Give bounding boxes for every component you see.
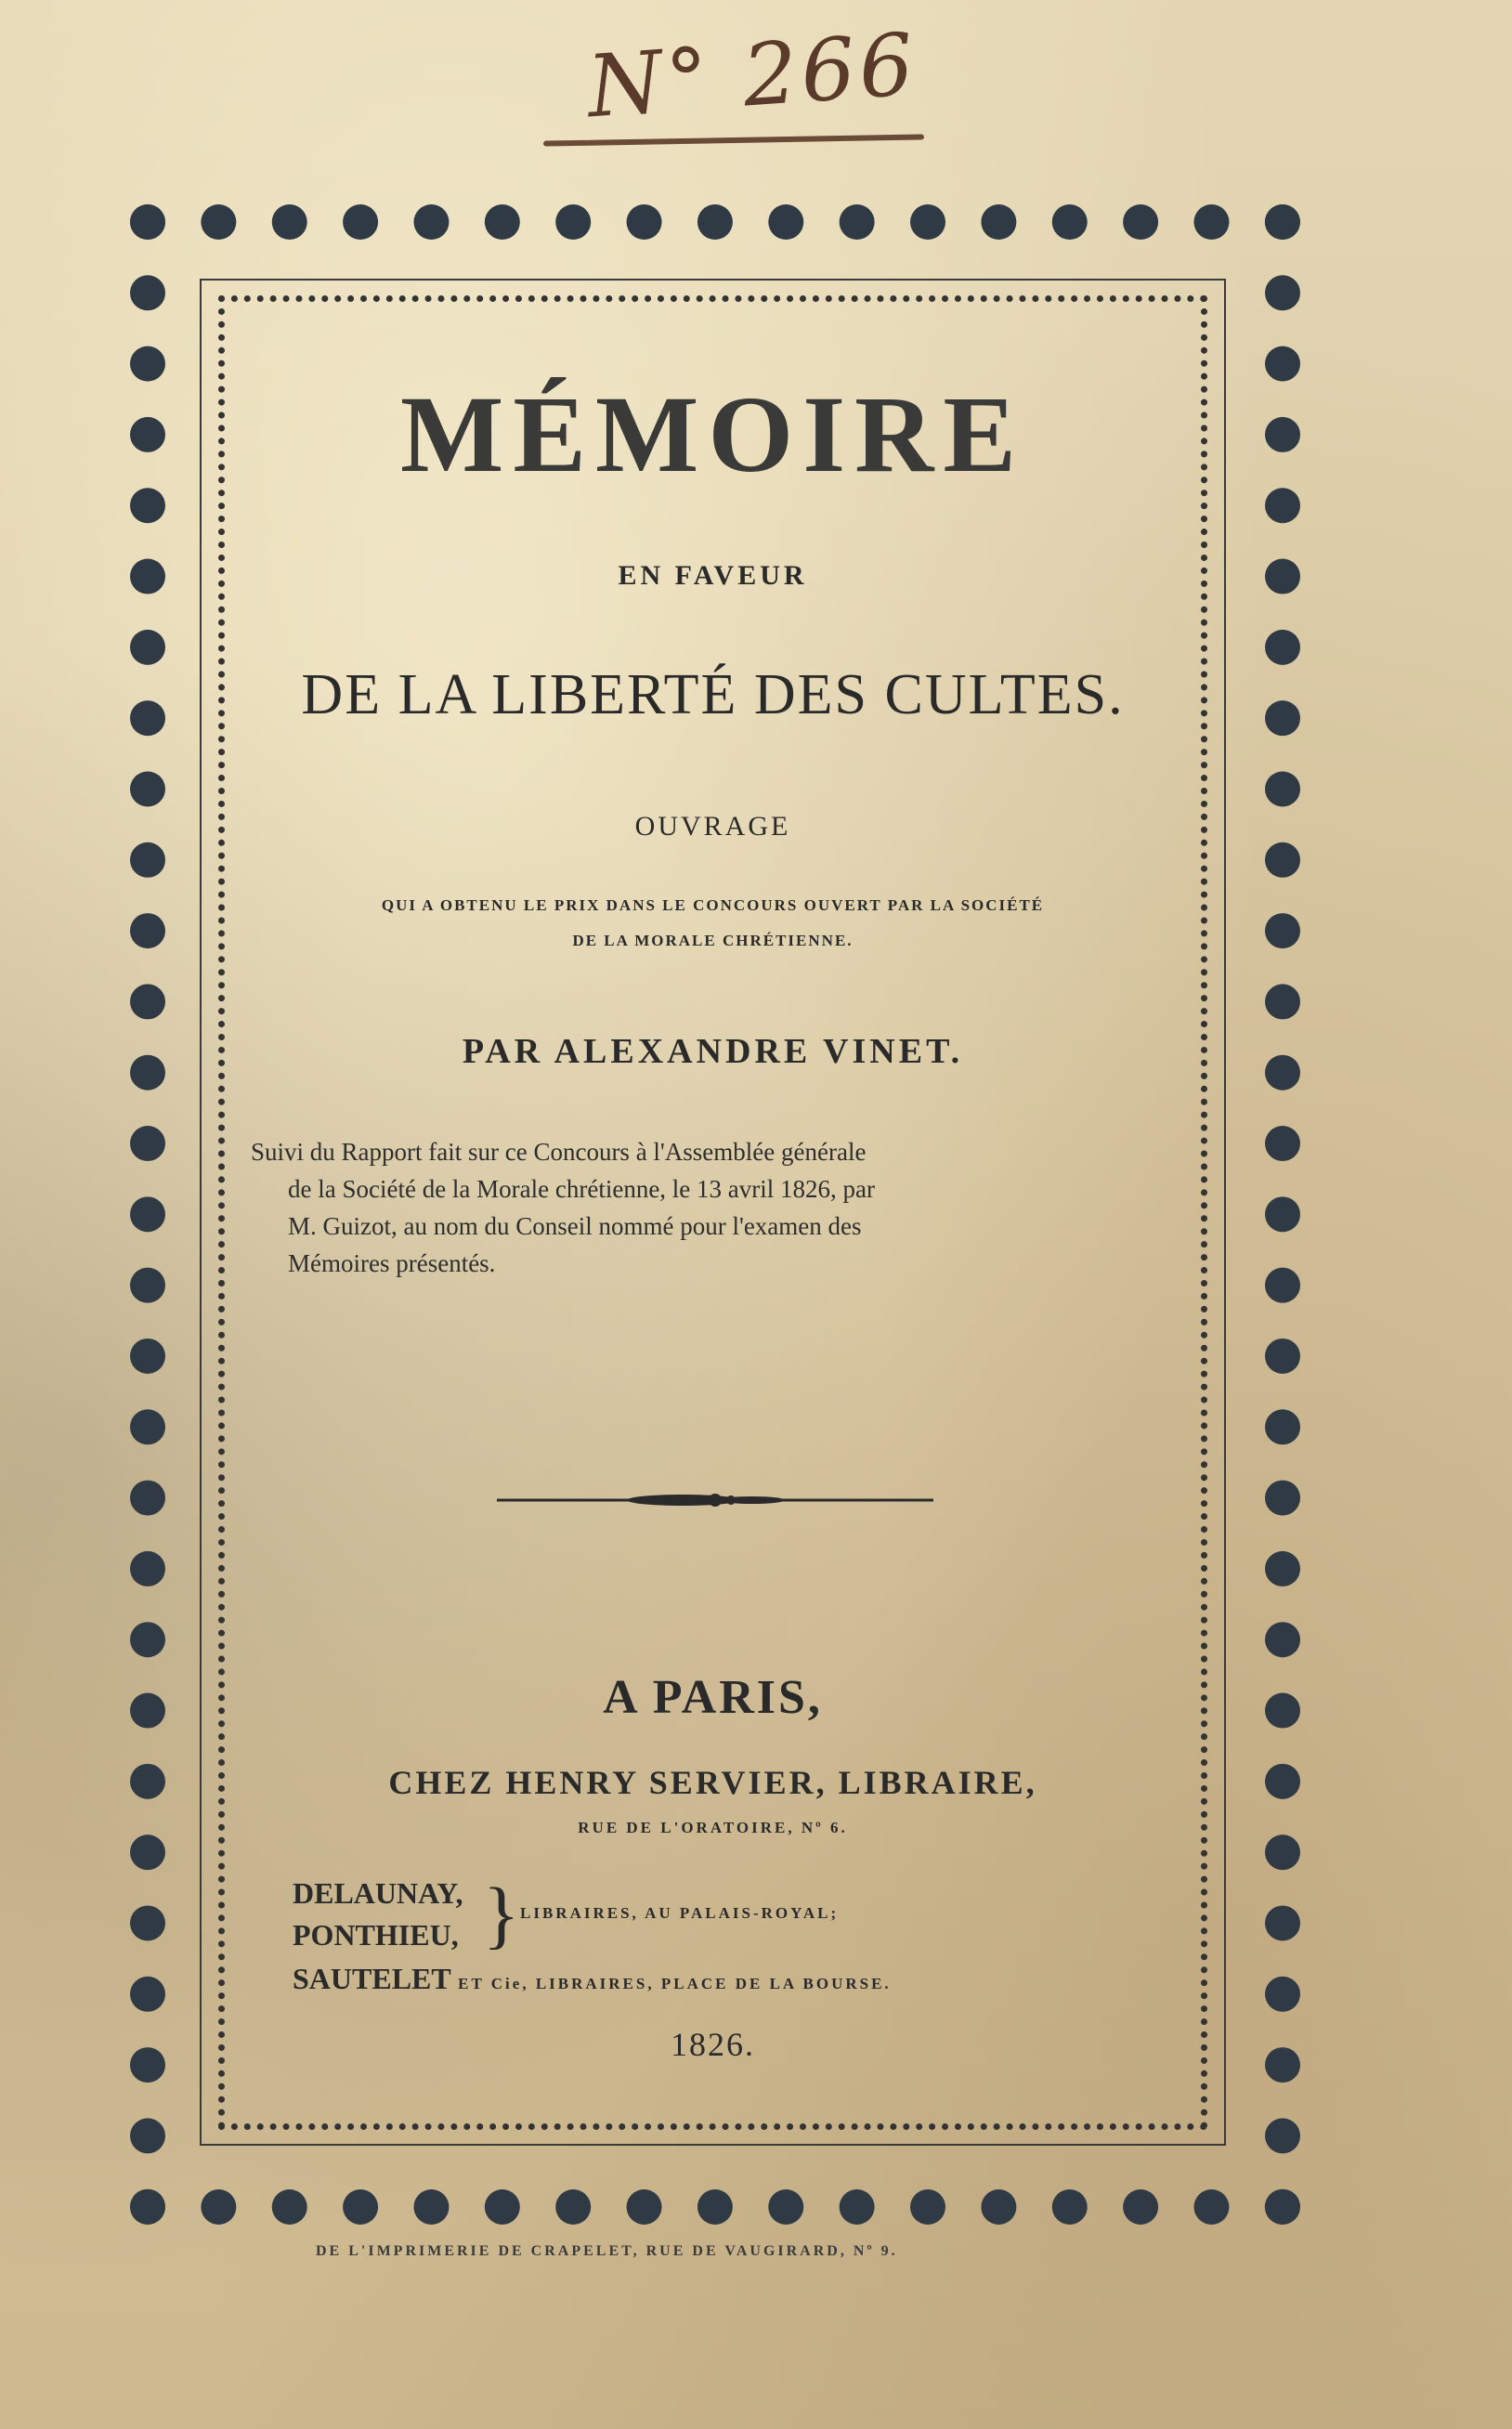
report-line: Mémoires présentés. xyxy=(288,1249,496,1277)
subtitle: EN FAVEUR xyxy=(618,560,808,591)
author-line: PAR ALEXANDRE VINET. xyxy=(462,1032,964,1071)
brace-icon: } xyxy=(483,1872,520,1956)
prize-line: QUI A OBTENU LE PRIX DANS LE CONCOURS OUVERT PAR LA SOCIÉTÉ xyxy=(381,896,1045,914)
page-title: MÉMOIRE xyxy=(399,373,1026,495)
report-line: Suivi du Rapport fait sur ce Concours à l'Assemblée générale xyxy=(251,1138,867,1166)
booksellers-location: LIBRAIRES, AU PALAIS-ROYAL; xyxy=(520,1904,840,1922)
report-paragraph xyxy=(251,1133,1170,1282)
ornamental-rule-icon xyxy=(497,1486,933,1514)
bookseller-name: PONTHIEU, xyxy=(293,1918,459,1952)
report-line: de la Société de la Morale chrétienne, le 13 avril 1826, par xyxy=(288,1175,875,1203)
publisher: CHEZ HENRY SERVIER, LIBRAIRE, xyxy=(388,1764,1037,1801)
ouvrage-label: OUVRAGE xyxy=(634,811,791,842)
main-subject: DE LA LIBERTÉ DES CULTES. xyxy=(301,663,1125,726)
bookseller-address: ET Cie, LIBRAIRES, PLACE DE LA BOURSE. xyxy=(458,1975,892,1992)
city: A PARIS, xyxy=(603,1671,823,1724)
bookseller-line xyxy=(293,1962,892,1996)
publication-year: 1826. xyxy=(671,2026,755,2063)
report-line: M. Guizot, au nom du Conseil nommé pour l'examen des xyxy=(288,1212,862,1240)
bookseller-name: SAUTELET xyxy=(293,1962,451,1995)
handwritten-catalog-number: N° 266 xyxy=(584,14,920,137)
bookseller-name: DELAUNAY, xyxy=(293,1876,463,1910)
prize-line: DE LA MORALE CHRÉTIENNE. xyxy=(572,932,854,949)
publisher-address: RUE DE L'ORATOIRE, Nº 6. xyxy=(578,1819,848,1836)
printer-imprint: DE L'IMPRIMERIE DE CRAPELET, RUE DE VAUGIRARD, Nº 9. xyxy=(316,2243,898,2259)
